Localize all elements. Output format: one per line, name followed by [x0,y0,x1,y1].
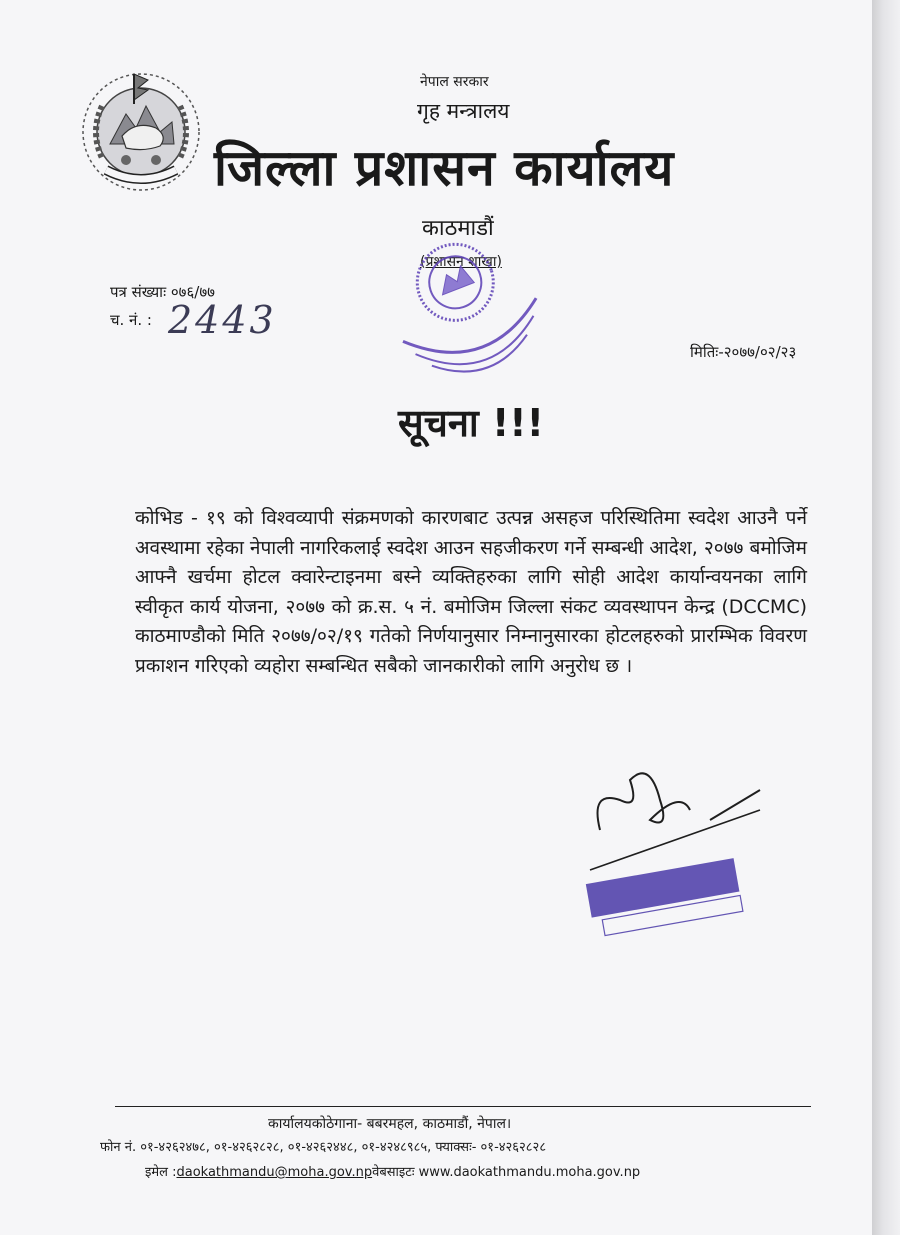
registration-label: च. नं. : [110,311,152,329]
office-stamp-icon [378,240,558,390]
notice-body: कोभिड - १९ को विश्वव्यापी संक्रमणको कारणबाट उत्पन्न असहज परिस्थितिमा स्वदेश आउनै पर्ने अवस्थामा रहेका नेपाली नागरिकलाई स्वदेश आउन सहजीकरण गर्ने सम्बन्धी आदेश, २०७७ बमोजिम आफ्नै खर्चमा होटल क्वारेन्टाइनमा बस्ने व्यक्तिहरुका लागि सोही आदेश कार्यान्वयनका लागि स्वीकृत कार्य योजना, २०७७ को क्र.स. ५ नं. बमोजिम जिल्ला संकट व्यवस्थापन केन्द्र (DCCMC) काठमाण्डौको मिति २०७७/०२/१९ गतेको निर्णयानुसार निम्नानुसारका होटलहरुको प्रारम्भिक विवरण प्रकाशन गरिएको व्यहोरा सम्बन्धित सबैको जानकारीको लागि अनुरोध छ । [135,507,807,677]
notice-title: सूचना !!! [398,401,544,445]
branch-label: (प्रशासन शाखा) [420,254,502,270]
nepal-emblem-icon [76,66,206,196]
office-title: जिल्ला प्रशासन कार्यालय [214,139,675,197]
footer-address: कार्यालयकोठेगाना- बबरमहल, काठमाडौं, नेपाल। [268,1116,512,1132]
website-link[interactable]: www.daokathmandu.moha.gov.np [418,1165,641,1180]
city-label: काठमाडौं [422,216,494,241]
government-label: नेपाल सरकार [420,74,489,90]
scanner-edge [872,0,900,1235]
footer-divider [115,1106,811,1107]
email-link[interactable]: daokathmandu@moha.gov.np [176,1165,373,1180]
email-label: इमेल : [145,1165,177,1180]
footer-contact [145,1162,640,1180]
registration-number-handwritten: 2443 [168,298,277,342]
website-label: वेबसाइटः [372,1165,415,1180]
letter-number: पत्र संख्याः ०७६/७७ [110,283,215,301]
footer-phones: फोन नं. ०१-४२६२४७८, ०१-४२६२८२८, ०१-४२६२४४८, ०१-४२४८९८५, फ्याक्सः- ०१-४२६२८२८ [100,1140,547,1155]
letter-date: मितिः-२०७७/०२/२३ [690,343,797,361]
signature-stamp-icon [560,750,780,950]
ministry-label: गृह मन्त्रालय [417,99,510,123]
